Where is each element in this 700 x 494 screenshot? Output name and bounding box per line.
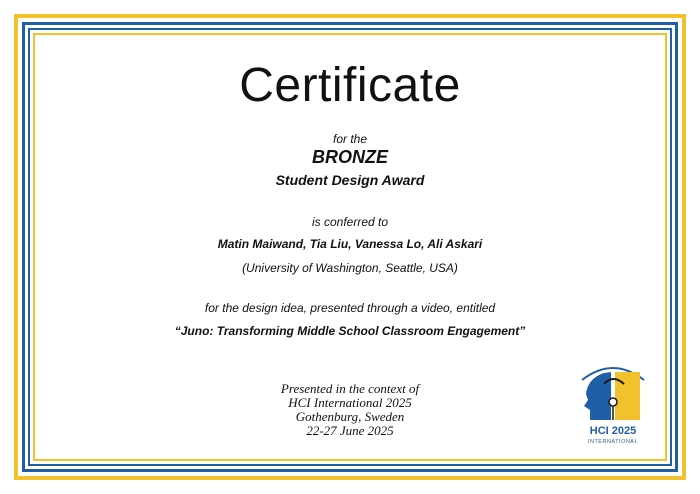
context-line-4: 22-27 June 2025 [306, 423, 394, 438]
hci-2025-logo [578, 362, 648, 452]
context-line-1: Presented in the context of [280, 381, 420, 396]
context-line-2: HCI International 2025 [288, 395, 412, 410]
design-intro-text: for the design idea, presented through a video, entitled [204, 301, 496, 315]
logo-main-text: HCI 2025 [589, 425, 637, 437]
for-the-text: for the [332, 132, 368, 146]
award-level: BRONZE [312, 147, 388, 167]
recipient-names: Matin Maiwand, Tia Liu, Vanessa Lo, Ali Askari [217, 237, 483, 251]
certificate-title: Certificate [239, 59, 461, 112]
project-title: “Juno: Transforming Middle School Classroom Engagement” [174, 324, 526, 338]
conferred-text: is conferred to [311, 215, 389, 229]
award-name: Student Design Award [275, 172, 425, 188]
event-context [200, 382, 500, 438]
logo-sub-text: INTERNATIONAL [587, 439, 639, 445]
recipient-affiliation: (University of Washington, Seattle, USA) [242, 261, 458, 275]
context-line-3: Gothenburg, Sweden [295, 409, 405, 424]
